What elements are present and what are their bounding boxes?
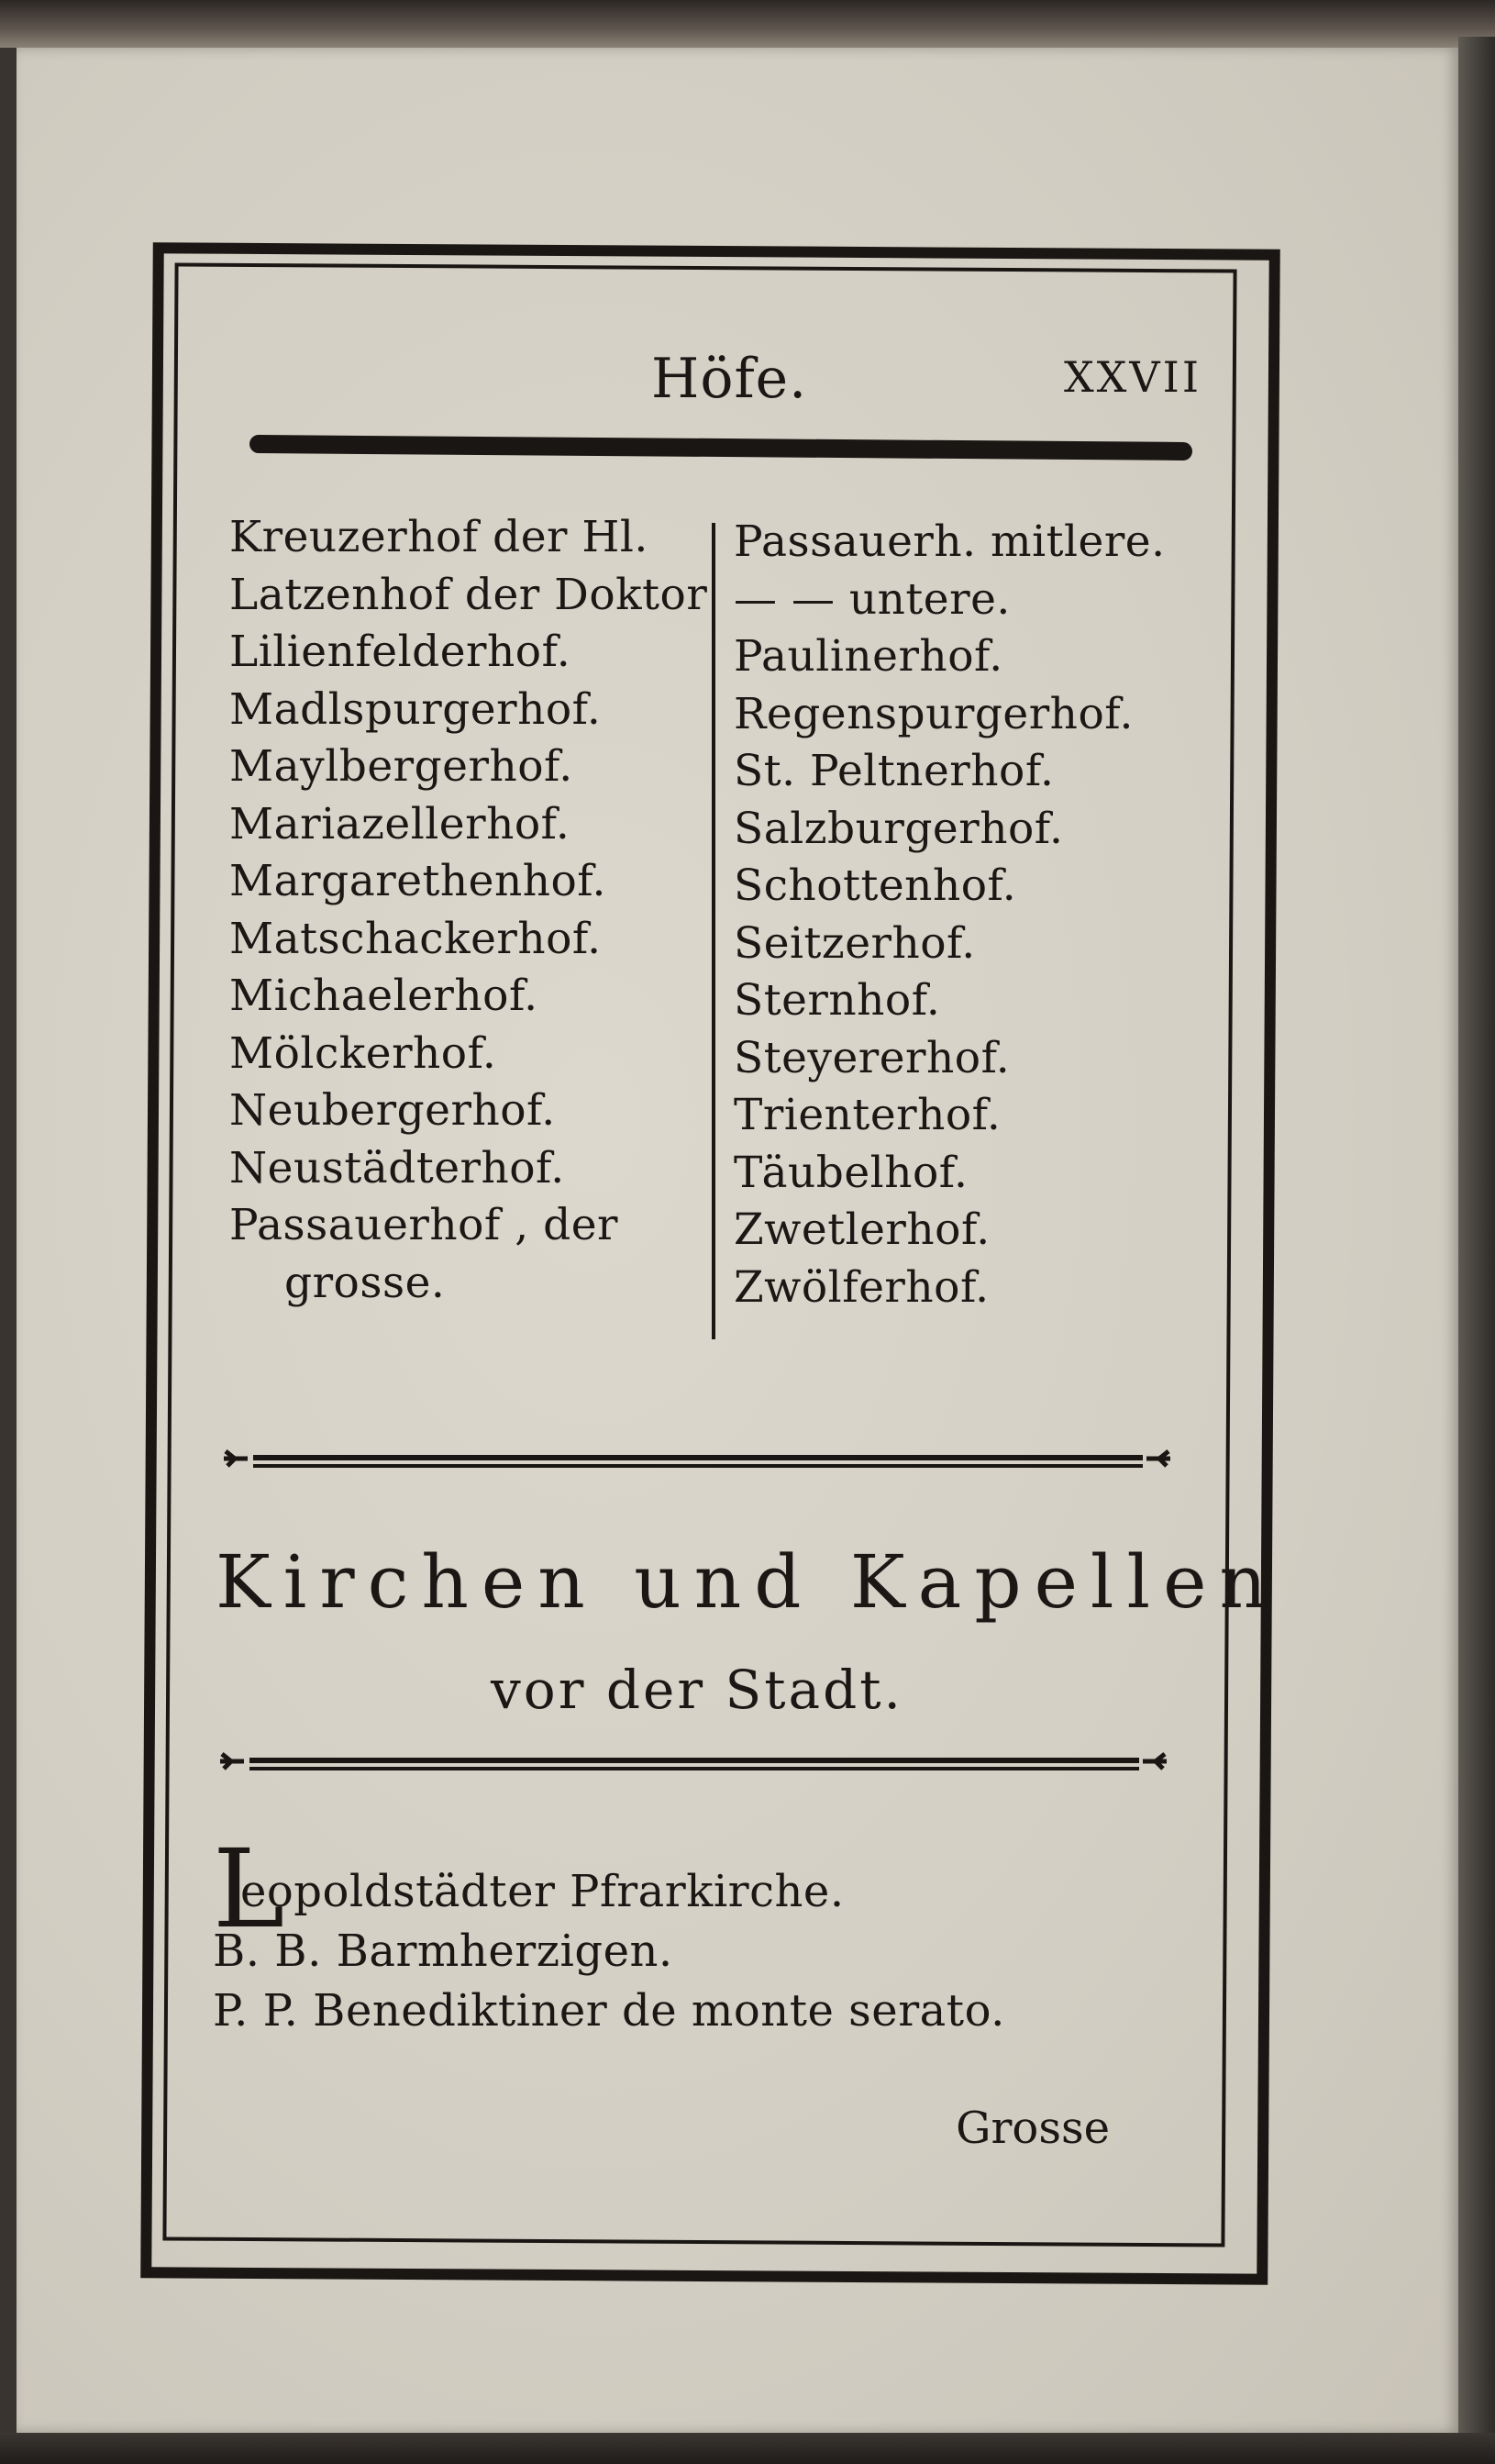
list-item: Lilienfelderhof. — [229, 627, 571, 677]
list-item: Trienterhof. — [734, 1090, 1002, 1140]
list-item: Passauerhof , der — [229, 1200, 618, 1250]
list-item-continuation: grosse. — [284, 1257, 446, 1308]
list-item: Regenspurgerhof. — [734, 688, 1134, 739]
catchword: Grosse — [956, 2103, 1110, 2154]
list-item: Zwölferhof. — [734, 1261, 990, 1313]
list-item: Kreuzerhof der Hl. — [229, 512, 648, 562]
list-item: Schottenhof. — [734, 860, 1017, 911]
book-edge-top — [0, 0, 1495, 48]
drop-cap: L — [213, 1826, 285, 1952]
list-item: Steyererhof. — [734, 1032, 1011, 1083]
list-item: Matschackerhof. — [229, 913, 602, 964]
list-item: Sternhof. — [734, 975, 941, 1026]
section-title: Kirchen und Kapellen — [216, 1539, 1279, 1625]
ornamental-rule-bottom — [216, 1745, 1170, 1781]
list-item: Michaelerhof. — [229, 971, 538, 1021]
list-item: Zwetlerhof. — [734, 1204, 991, 1255]
book-edge-bottom — [0, 2433, 1495, 2464]
list-item: Paulinerhof. — [734, 631, 1003, 682]
list-item: Passauerh. mitlere. — [734, 516, 1166, 567]
list-item: B. B. Barmherzigen. — [213, 1926, 673, 1977]
section-subtitle: vor der Stadt. — [491, 1659, 903, 1721]
right-column — [734, 514, 1192, 1316]
list-item: Salzburgerhof. — [734, 803, 1064, 854]
list-item: Madlspurgerhof. — [229, 683, 602, 735]
list-item: Neubergerhof. — [229, 1085, 556, 1136]
running-head-title: Höfe. — [651, 347, 808, 411]
page-number: XXVII — [1063, 352, 1202, 402]
left-column — [229, 509, 706, 1312]
list-item: eopoldstädter Pfrarkirche. — [240, 1866, 845, 1917]
list-item: P. P. Benediktiner de monte serato. — [213, 1985, 1005, 2037]
list-item: Seitzerhof. — [734, 917, 976, 969]
list-item: Margarethenhof. — [229, 856, 606, 906]
book-edge-right — [1458, 37, 1495, 2464]
list-item: — — untere. — [734, 573, 1011, 625]
list-item: Täubelhof. — [734, 1147, 969, 1198]
column-divider — [712, 523, 715, 1339]
list-item: Neustädterhof. — [229, 1142, 565, 1193]
list-item: Maylbergerhof. — [229, 741, 573, 792]
list-item: Latzenhof der Doktor — [229, 569, 708, 620]
list-item: St. Peltnerhof. — [734, 746, 1055, 796]
list-item: Mölckerhof. — [229, 1027, 497, 1079]
list-item: Mariazellerhof. — [229, 798, 570, 849]
church-list — [213, 1862, 1203, 2041]
ornamental-rule-top — [220, 1442, 1174, 1479]
